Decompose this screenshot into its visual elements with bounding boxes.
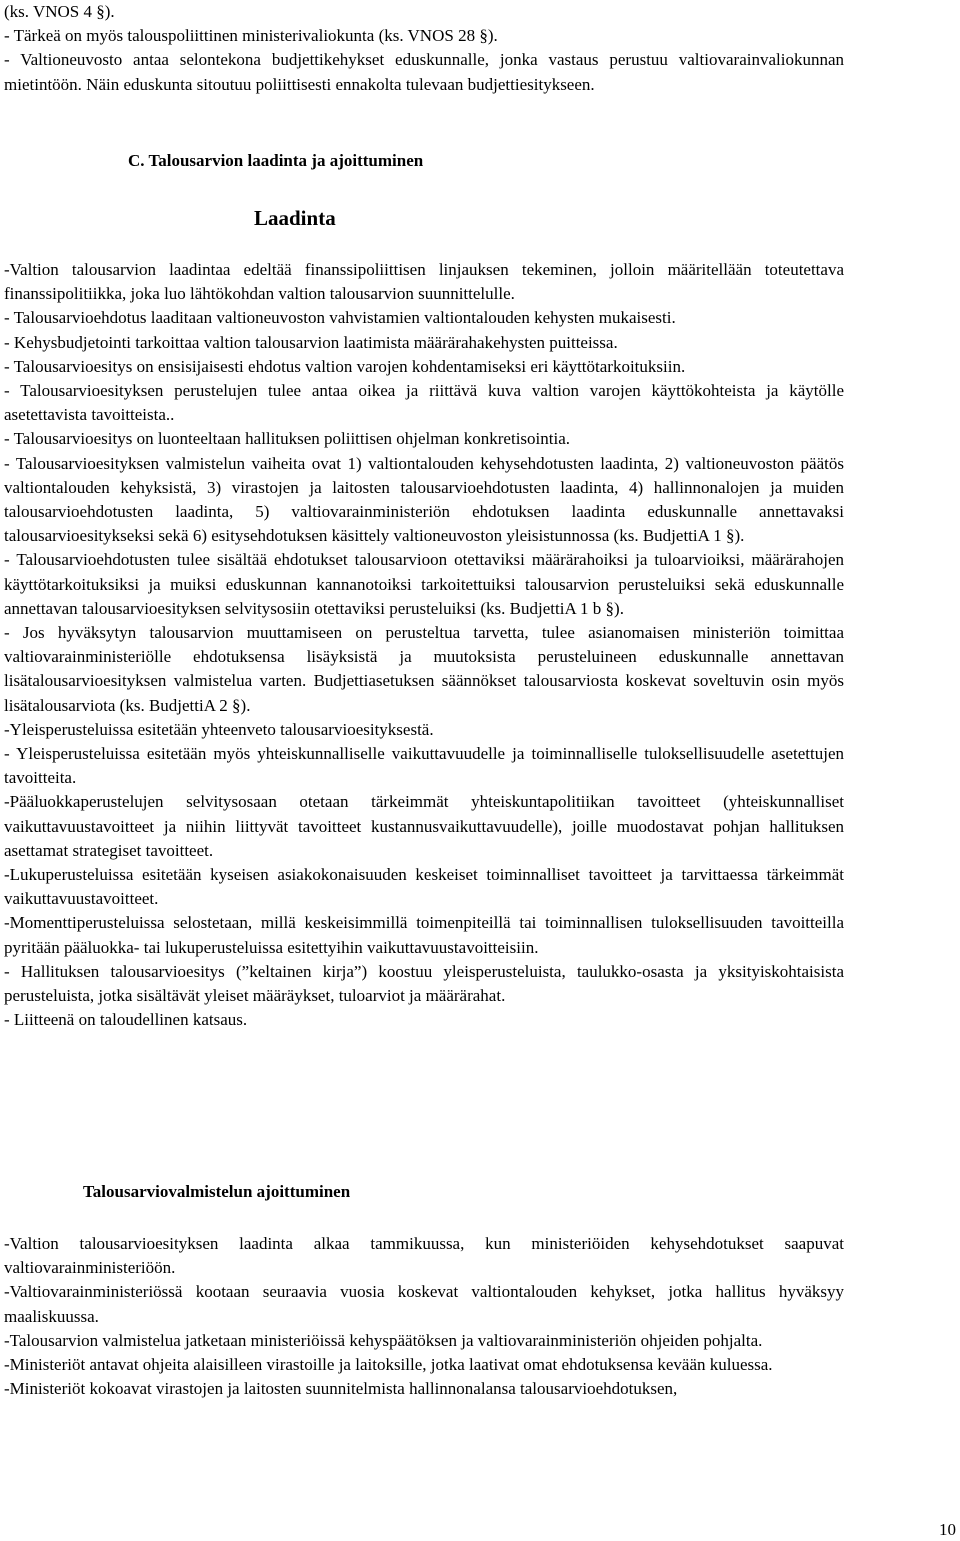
laadinta-paragraph: - Kehysbudjetointi tarkoittaa valtion talousarvion laatimista määrärahakehysten puitteissa.: [4, 332, 618, 352]
laadinta-paragraph: - Talousarvioesitys on luonteeltaan hallituksen poliittisen ohjelman konkretisointia.: [4, 429, 571, 449]
laadinta-paragraph: - Talousarvioesityksen valmistelun vaiheita ovat 1) valtiontalouden kehysehdotusten laadinta, 2) valtioneuvoston päätös valtiontalouden kehyksistä, 3) virastojen ja laitosten talousarvioehdotusten laadinta, 4) hallinnonalojen ja muiden talousarvioehdotusten laadinta, 5) valtiovarainministeriön ehdotuksen laadinta eduskunnalle annettavaksi talousarvioesitykseksi sekä 6) esitysehdotuksen käsittely valtioneuvoston yleisistunnossa (ks. BudjettiA 1 §).: [4, 453, 844, 546]
laadinta-paragraph: - Talousarvioesitys on ensisijaisesti ehdotus valtion varojen kohdentamiseksi eri käyttötarkoituksiin.: [4, 356, 686, 376]
section-heading: C. Talousarvion laadinta ja ajoittuminen: [128, 151, 424, 170]
laadinta-paragraph: - Liitteenä on taloudellinen katsaus.: [4, 1010, 248, 1030]
laadinta-paragraph: - Talousarvioesityksen perustelujen tulee antaa oikea ja riittävä kuva valtion varojen käyttökohteista ja käytölle asetettavista tavoitteista..: [4, 381, 844, 425]
laadinta-paragraph: -Lukuperusteluissa esitetään kyseisen asiakokonaisuuden keskeiset toiminnalliset tavoitteet ja tarvittaessa tärkeimmät vaikuttavuustavoitteet.: [4, 865, 844, 909]
intro-text-block: [4, 0, 844, 97]
laadinta-paragraph: - Jos hyväksytyn talousarvion muuttamiseen on perusteltua tarvetta, tulee asianomaisen ministeriön toimittaa valtiovarainministeriölle ehdotuksensa lisäyksistä ja muutoksista perusteluineen eduskunnalle annettavan lisätalousarvioesityksen valmistelua varten. Budjettiasetuksen säännökset talousarviosta koskevat soveltuvin osin myös lisätalousarviota (ks. BudjettiA 2 §).: [4, 623, 844, 715]
laadinta-paragraph: -Valtion talousarvion laadintaa edeltää finanssipoliittisen linjauksen tekeminen, jolloin määritellään toteutettava finanssipolitiikka, joka luo lähtökohdan valtion talousarvion suunnittelulle.: [4, 260, 844, 304]
laadinta-paragraph: - Talousarvioehdotus laaditaan valtioneuvoston vahvistamien valtiontalouden kehysten mukaisesti.: [4, 308, 676, 328]
ajoittuminen-paragraph: -Ministeriöt kokoavat virastojen ja laitosten suunnitelmista hallinnonalansa talousarvioehdotuksen,: [4, 1379, 678, 1399]
laadinta-paragraph: -Yleisperusteluissa esitetään yhteenveto talousarvioesityksestä.: [4, 719, 434, 739]
subheading-ajoittuminen: Talousarviovalmistelun ajoittuminen: [83, 1182, 351, 1201]
ajoittuminen-paragraph: -Valtiovarainministeriössä kootaan seuraavia vuosia koskevat valtiontalouden kehykset, jotka hallitus hyväksyy maaliskuussa.: [4, 1282, 844, 1326]
laadinta-paragraph: -Pääluokkaperustelujen selvitysosaan otetaan tärkeimmät yhteiskuntapolitiikan tavoitteet (yhteiskunnalliset vaikuttavuustavoitteet ja niihin liittyvät tavoitteet kustannusvaikuttavuudelle), joille muodostavat pohjan hallituksen asettamat strategiset tavoitteet.: [4, 792, 844, 860]
laadinta-paragraph: -Momenttiperusteluissa selostetaan, millä keskeisimmillä toimenpiteillä tai toiminnallisen tuloksellisuuden tavoitteilla pyritään pääluokka- tai lukuperusteluissa esitettyihin vaikuttavuustavoitteisiin.: [4, 913, 844, 957]
laadinta-text-block: [4, 258, 844, 1033]
ajoittuminen-paragraph: -Valtion talousarvioesityksen laadinta alkaa tammikuussa, kun ministeriöiden kehysehdotukset saapuvat valtiovarainministeriöön.: [4, 1234, 844, 1278]
subheading-laadinta: Laadinta: [254, 206, 336, 230]
intro-line-1: (ks. VNOS 4 §).: [4, 2, 115, 21]
intro-line-2: - Tärkeä on myös talouspoliittinen ministerivaliokunta (ks. VNOS 28 §).: [4, 26, 498, 46]
laadinta-paragraph: - Hallituksen talousarvioesitys (”keltainen kirja”) koostuu yleisperusteluista, taulukko-osasta ja yksityiskohtaisista perusteluista, jotka sisältävät yleiset määräykset, tuloarviot ja määrärahat.: [4, 961, 844, 1006]
intro-paragraph: - Valtioneuvosto antaa selontekona budjettikehykset eduskunnalle, jonka vastaus perustuu valtiovarainvaliokunnan mietintöön. Näin eduskunta sitoutuu poliittisesti ennakolta tulevaan budjettiesitykseen.: [4, 50, 844, 94]
laadinta-paragraph: - Talousarvioehdotusten tulee sisältää ehdotukset talousarvioon otettaviksi määrärahoiksi ja tuloarvioiksi, määrärahojen käyttötarkoituksiksi ja muiksi eduskunnan kannanotoiksi tarkoitettuiksi talousarvion perusteluiksi sekä eduskunnalle annettavan talousarvioesityksen selvitysosiin otettaviksi perusteluiksi (ks. BudjettiA 1 b §).: [4, 550, 844, 618]
ajoittuminen-paragraph: -Talousarvion valmistelua jatketaan ministeriöissä kehyspäätöksen ja valtiovarainministeriön ohjeiden pohjalta.: [4, 1330, 763, 1350]
laadinta-paragraph: - Yleisperusteluissa esitetään myös yhteiskunnalliselle vaikuttavuudelle ja toiminnalliselle tuloksellisuudelle asetettujen tavoitteita.: [4, 744, 844, 788]
page-number: 10: [939, 1520, 956, 1539]
ajoittuminen-paragraph: -Ministeriöt antavat ohjeita alaisilleen virastoille ja laitoksille, jotka laativat omat ehdotuksensa kevään kuluessa.: [4, 1355, 773, 1375]
ajoittuminen-text-block: [4, 1232, 844, 1401]
